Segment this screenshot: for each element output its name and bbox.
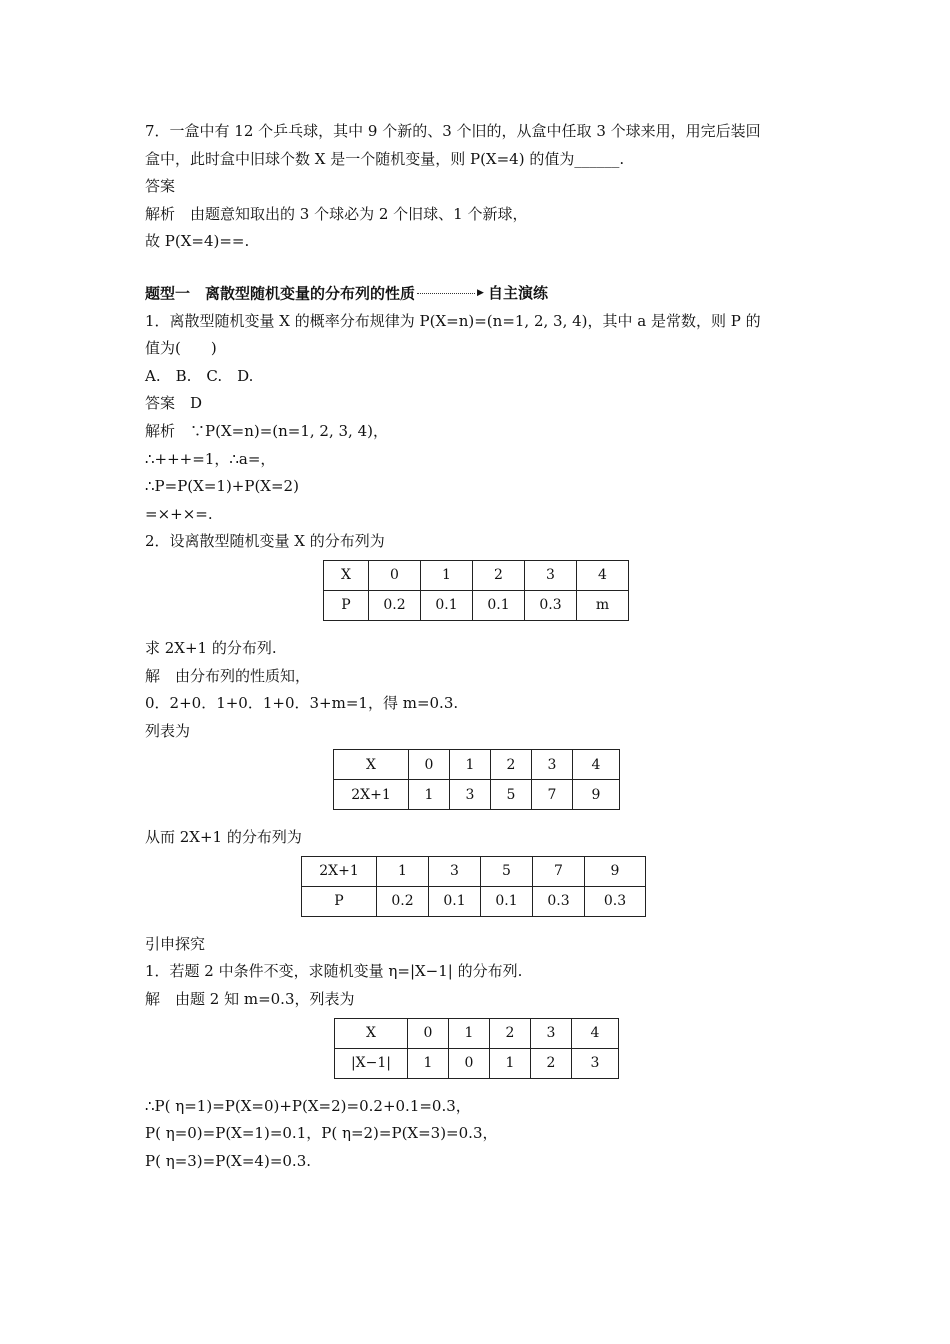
problem-1-answer: 答案 D: [145, 394, 203, 413]
transform-table-abs-x-minus-1: [334, 1018, 619, 1079]
table-cell: 1: [421, 560, 473, 590]
table-row: [324, 560, 629, 590]
extension-title: 引申探究: [145, 934, 206, 953]
section-heading: [145, 280, 810, 308]
table-cell: 0.1: [429, 886, 481, 916]
table-cell: 1: [490, 1048, 531, 1078]
table-cell: 3: [531, 1018, 572, 1048]
problem-1-solution-1: 解析 ∵P(X=n)=(n=1, 2, 3, 4)，: [145, 421, 388, 440]
table-cell: 0.2: [377, 886, 429, 916]
table-cell: 5: [481, 856, 533, 886]
table-row: [334, 780, 620, 810]
table-cell: X: [334, 750, 409, 780]
problem-2-solution-4: 从而 2X+1 的分布列为: [145, 828, 302, 847]
problem-2-ask: 求 2X+1 的分布列.: [145, 638, 277, 657]
arrow-line: [417, 293, 475, 294]
answer-label: 答案: [145, 177, 176, 196]
problem-1-solution-4: =×+×=.: [145, 504, 213, 523]
table-cell: X: [324, 560, 369, 590]
table-cell: 4: [573, 750, 620, 780]
table-cell: 0: [449, 1048, 490, 1078]
table-row: [302, 856, 646, 886]
table-cell: 2X+1: [334, 780, 409, 810]
table-cell: 3: [532, 750, 573, 780]
table-row: [334, 750, 620, 780]
table-cell: 0.2: [369, 590, 421, 620]
table-cell: 0: [409, 750, 450, 780]
problem-1-line-1: 1．离散型随机变量 X 的概率分布规律为 P(X=n)=(n=1, 2, 3, 4)，其中 a 是常数，则 P 的: [145, 311, 761, 330]
problem-1-line-2: 值为( ): [145, 339, 217, 358]
table-cell: 0.3: [533, 886, 585, 916]
table-cell: 3: [429, 856, 481, 886]
section-tag: 自主演练: [487, 284, 548, 303]
question-7-line-1: 7．一盒中有 12 个乒乓球，其中 9 个新的、3 个旧的，从盒中任取 3 个球来用，用完后装回: [145, 122, 761, 140]
analysis-line-2: 故 P(X=4)==.: [145, 232, 250, 251]
table-cell: 1: [450, 750, 491, 780]
table-cell: 2: [491, 750, 532, 780]
problem-1-solution-2: ∴+++=1，∴a=，: [145, 449, 276, 468]
table-cell: 0: [408, 1018, 449, 1048]
table-cell: 4: [577, 560, 629, 590]
table-cell: 0.1: [473, 590, 525, 620]
table-cell: 5: [491, 780, 532, 810]
table-cell: m: [577, 590, 629, 620]
table-cell: 0.1: [481, 886, 533, 916]
table-cell: 2: [490, 1018, 531, 1048]
table-cell: 7: [532, 780, 573, 810]
extension-solution-1: 解 由题 2 知 m=0.3，列表为: [145, 990, 355, 1009]
table-cell: 3: [572, 1048, 619, 1078]
table-cell: 1: [449, 1018, 490, 1048]
table-cell: 1: [408, 1048, 449, 1078]
arrow-right-icon: ▶: [477, 287, 484, 298]
table-cell: P: [302, 886, 377, 916]
problem-2-solution-3: 列表为: [145, 721, 191, 740]
table-row: [302, 886, 646, 916]
analysis-line-1: 解析 由题意知取出的 3 个球必为 2 个旧球、1 个新球，: [145, 204, 528, 223]
table-cell: P: [324, 590, 369, 620]
table-cell: 2: [473, 560, 525, 590]
distribution-table-2x-plus-1: [301, 856, 646, 917]
problem-2-solution-2: 0．2+0．1+0．1+0．3+m=1，得 m=0.3.: [145, 694, 459, 713]
table-cell: 9: [585, 856, 646, 886]
extension-question-1: 1．若题 2 中条件不变，求随机变量 η=|X−1| 的分布列.: [145, 962, 523, 981]
problem-2-intro: 2．设离散型随机变量 X 的分布列为: [145, 532, 385, 551]
document-page: [145, 118, 810, 1175]
table-cell: 0.3: [585, 886, 646, 916]
table-cell: 2X+1: [302, 856, 377, 886]
table-cell: 3: [525, 560, 577, 590]
table-row: [335, 1018, 619, 1048]
table-cell: 0.3: [525, 590, 577, 620]
table-cell: 7: [533, 856, 585, 886]
table-cell: 1: [377, 856, 429, 886]
extension-result-1: ∴P( η=1)=P(X=0)+P(X=2)=0.2+0.1=0.3，: [145, 1096, 471, 1115]
table-cell: X: [335, 1018, 408, 1048]
table-row: [324, 590, 629, 620]
table-cell: 1: [409, 780, 450, 810]
table-cell: 3: [450, 780, 491, 810]
question-7-line-2: 盒中，此时盒中旧球个数 X 是一个随机变量，则 P(X=4) 的值为______.: [145, 149, 625, 168]
table-cell: 9: [573, 780, 620, 810]
table-cell: 0.1: [421, 590, 473, 620]
section-title: 题型一 离散型随机变量的分布列的性质: [145, 284, 416, 303]
problem-2-solution-1: 解 由分布列的性质知，: [145, 666, 311, 685]
distribution-table-x: [323, 560, 629, 621]
extension-result-3: P( η=3)=P(X=4)=0.3.: [145, 1151, 312, 1170]
table-row: [335, 1048, 619, 1078]
table-cell: 0: [369, 560, 421, 590]
problem-1-solution-3: ∴P=P(X=1)+P(X=2): [145, 477, 299, 496]
table-cell: 2: [531, 1048, 572, 1078]
problem-1-options: A. B. C. D.: [145, 366, 254, 385]
table-cell: 4: [572, 1018, 619, 1048]
extension-result-2: P( η=0)=P(X=1)=0.1，P( η=2)=P(X=3)=0.3，: [145, 1124, 498, 1143]
table-cell: |X−1|: [335, 1048, 408, 1078]
transform-table-2x-plus-1: [333, 749, 620, 810]
